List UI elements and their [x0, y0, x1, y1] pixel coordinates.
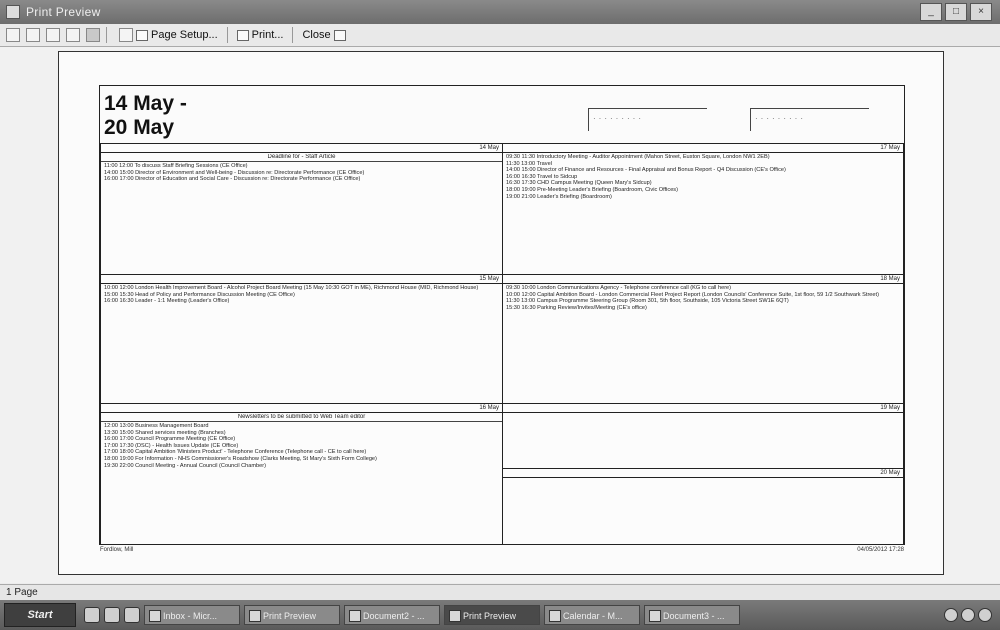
window-titlebar — [0, 0, 1000, 24]
week-range-end: 20 May — [104, 116, 175, 139]
day-label: 15 May — [479, 276, 499, 282]
calendar-header — [100, 86, 904, 144]
print-button[interactable] — [234, 29, 287, 41]
day-label: 19 May — [880, 405, 900, 411]
appointment: 16:30 17:30 CHD Campus Meeting (Queen Mary's Sidcup) — [506, 180, 652, 187]
print-label: Print... — [251, 29, 284, 41]
mini-month-june: ········· — [750, 108, 869, 131]
preview-toolbar — [0, 24, 1000, 47]
app-icon — [6, 5, 20, 19]
first-page-icon[interactable] — [6, 28, 20, 42]
quick-launch — [84, 607, 140, 623]
outlook-icon[interactable] — [104, 607, 120, 623]
window-title: Print Preview — [26, 5, 101, 19]
day-cell-friday — [502, 274, 904, 404]
appointment: 16:00 16:30 Leader - 1:1 Meeting (Leader's Office) — [104, 298, 230, 305]
appointment: 15:00 15:30 Head of Policy and Performance Discussion Meeting (CE Office) — [104, 291, 295, 298]
print-page — [58, 51, 944, 575]
preview-area[interactable] — [0, 47, 1000, 583]
taskbar-item[interactable]: Document2 - ... — [344, 605, 440, 625]
week-range-start: 14 May - — [104, 92, 187, 115]
appointment: 17:00 18:00 Capital Ambition 'Ministers Product' - Telephone Conference (Telephone call - CE to call here) — [104, 449, 367, 456]
all-day-event: Newsletters to be submitted to Web Team editor — [101, 414, 502, 422]
printer-icon — [237, 30, 249, 41]
day-cell-wednesday — [100, 403, 503, 545]
day-label: 18 May — [880, 276, 900, 282]
last-page-icon[interactable] — [66, 28, 80, 42]
day-cell-monday — [100, 143, 503, 275]
tray-icon[interactable] — [944, 608, 958, 622]
appointment: 11:30 13:00 Campus Programme Steering Group (Room 301, 5th floor, Southside, 105 Victoria Street SW1E 6QT) — [506, 298, 789, 305]
page-setup-button[interactable] — [133, 29, 221, 41]
toolbar-divider — [292, 27, 293, 43]
appointment: 15:30 16:30 Parking Review/Invites/Meeting (CE's office) — [506, 304, 647, 311]
multiple-pages-icon[interactable] — [119, 28, 133, 42]
appointment: 16:00 17:00 Council Programme Meeting (CE Office) — [104, 436, 236, 443]
day-cell-saturday — [502, 403, 904, 469]
appointment: 17:00 17:30 (DSC) - Health Issues Update (CE Office) — [104, 442, 239, 449]
maximize-button[interactable]: □ — [945, 3, 967, 21]
day-label: 17 May — [880, 145, 900, 151]
appointment: 18:00 19:00 Pre-Meeting Leader's Briefing (Boardroom, Civic Offices) — [506, 186, 678, 193]
close-preview-button[interactable] — [299, 29, 348, 41]
page-count: 1 Page — [6, 587, 38, 598]
toolbar-divider — [106, 27, 107, 43]
all-day-event: Deadline for - Staff Article — [101, 154, 502, 162]
print-footer-timestamp: 04/05/2012 17:28 — [857, 547, 904, 553]
appointment: 12:00 13:00 Business Management Board — [104, 423, 209, 429]
tray-icon[interactable] — [961, 608, 975, 622]
appointment: 11:30 13:00 Travel — [506, 160, 552, 167]
help-icon — [334, 30, 346, 41]
print-footer-owner: Fordlow, Mill — [100, 547, 134, 553]
close-window-button[interactable]: × — [970, 3, 992, 21]
day-label: 20 May — [880, 470, 900, 476]
windows-taskbar — [0, 600, 1000, 630]
day-label: 14 May — [479, 145, 499, 151]
status-bar — [0, 584, 1000, 601]
taskbar-item[interactable]: Print Preview — [444, 605, 540, 625]
appointment: 11:00 12:00 To discuss Staff Briefing Sessions (CE Office) — [104, 163, 248, 169]
page-setup-label: Page Setup... — [151, 29, 218, 41]
tray-icon[interactable] — [978, 608, 992, 622]
day-cell-thursday — [502, 143, 904, 275]
system-tray — [944, 608, 992, 622]
taskbar-item[interactable]: Calendar - M... — [544, 605, 640, 625]
taskbar-item[interactable]: Document3 - ... — [644, 605, 740, 625]
ie-icon[interactable] — [84, 607, 100, 623]
week-range-title — [104, 92, 187, 140]
appointment: 14:00 15:00 Director of Environment and Well-being - Discussion re: Directorate Performance (CE Office) — [104, 169, 365, 176]
appointment: 09:30 10:00 London Communications Agency - Telephone conference call (KG to call here) — [506, 285, 732, 291]
taskbar-item[interactable]: Inbox - Micr... — [144, 605, 240, 625]
minimize-button[interactable]: _ — [920, 3, 942, 21]
toolbar-divider — [227, 27, 228, 43]
appointment: 19:00 21:00 Leader's Briefing (Boardroom) — [506, 193, 612, 200]
appointment: 13:30 15:00 Shared services meeting (Branches) — [104, 429, 226, 436]
day-label: 16 May — [479, 405, 499, 411]
appointment: 14:00 15:00 Director of Finance and Resources - Final Appraisal and Bonus Report - Q4 Discussion (CE's Office) — [506, 167, 786, 174]
one-page-view-icon[interactable] — [86, 28, 100, 42]
appointment: 19:30 22:00 Council Meeting - Annual Council (Council Chamber) — [104, 462, 266, 469]
next-page-icon[interactable] — [46, 28, 60, 42]
mini-month-may: ········· — [588, 108, 707, 131]
taskbar-item[interactable]: Print Preview — [244, 605, 340, 625]
day-cell-tuesday — [100, 274, 503, 404]
appointment: 10:00 12:00 Capital Ambition Board - London Commercial Fleet Project Report (London Councils' Conference Suite, 1st floor, 59 1/2 Southwark Street) — [506, 291, 879, 298]
close-label: Close — [302, 29, 331, 41]
day-cell-sunday — [502, 468, 904, 545]
previous-page-icon[interactable] — [26, 28, 40, 42]
appointment: 16:00 16:30 Travel to Sidcup — [506, 173, 578, 180]
appointment: 16:00 17:00 Director of Education and Social Care - Discussion re: Directorate Performance (CE Office) — [104, 176, 361, 183]
start-button[interactable]: Start — [4, 603, 76, 627]
appointment: 09:30 11:30 Introductory Meeting - Auditor Appointment (Mahon Street, Euston Square, London NW1 2EB) — [506, 154, 770, 160]
appointment: 18:00 19:00 For Information - NHS Commissioner's Roadshow (Clarks Meeting, St Mary's Sixth Form College) — [104, 455, 377, 462]
weekly-calendar — [99, 85, 905, 553]
appointment: 10:00 12:00 London Health Improvement Board - Alcohol Project Board Meeting (15 May 10:30 GOT in ME), Richmond House (MID, Richmond House) — [104, 285, 479, 291]
desktop-icon[interactable] — [124, 607, 140, 623]
page-setup-icon — [136, 30, 148, 41]
